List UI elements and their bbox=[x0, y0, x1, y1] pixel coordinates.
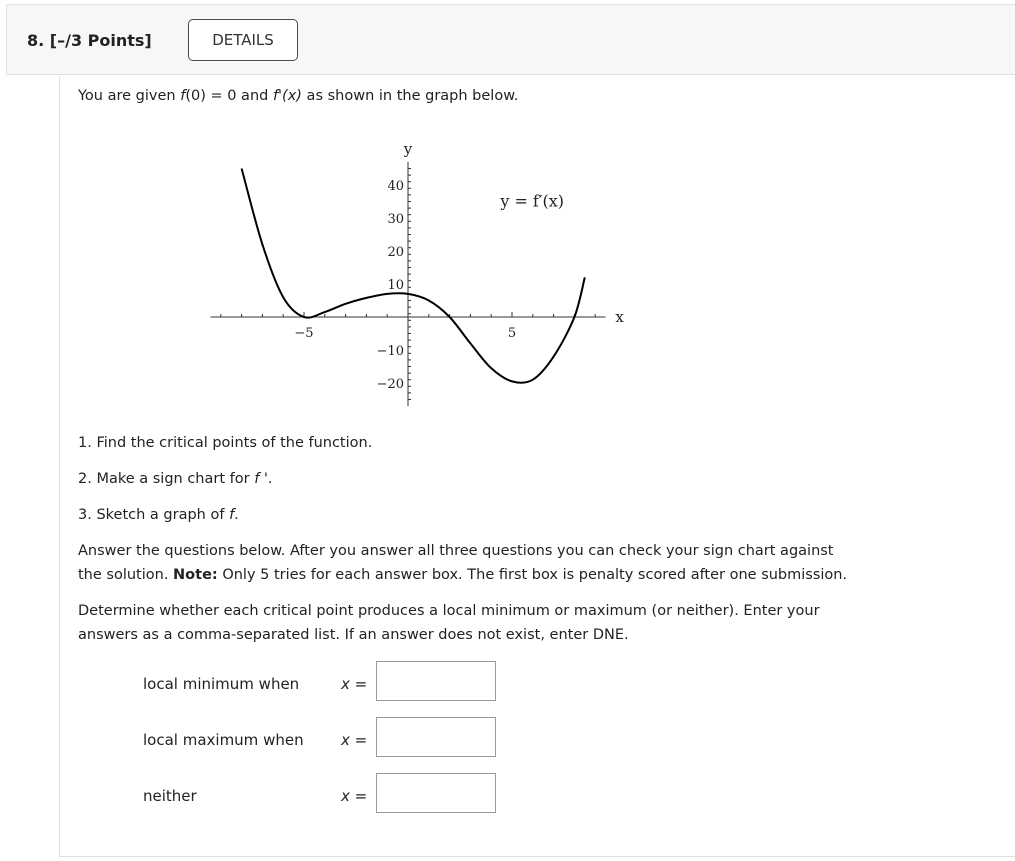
var: x bbox=[341, 731, 350, 749]
equals: = bbox=[349, 787, 368, 805]
intro-suffix: as shown in the graph below. bbox=[301, 88, 519, 104]
y-tick-label: 20 bbox=[387, 245, 404, 260]
local-maximum-label: local maximum when bbox=[143, 731, 304, 749]
intro-f0-arg: (0) = 0 and bbox=[185, 88, 273, 104]
x-tick-label: 5 bbox=[507, 326, 517, 341]
curve-label: y = f′(x) bbox=[500, 191, 564, 211]
determine-line-1: Determine whether each critical point produces a local minimum or maximum (or neither). Enter your bbox=[78, 603, 820, 619]
local-minimum-label: local minimum when bbox=[143, 675, 300, 693]
y-tick-label: 10 bbox=[387, 278, 404, 293]
instructions-end: Only 5 tries for each answer box. The first box is penalty scored after one submission. bbox=[217, 567, 848, 583]
details-button[interactable]: DETAILS bbox=[188, 19, 298, 61]
step-end: . bbox=[267, 471, 273, 487]
y-tick-label: 40 bbox=[387, 179, 404, 194]
question-number-points: 8. [–/3 Points] bbox=[27, 31, 152, 50]
var: x bbox=[341, 787, 350, 805]
var: x bbox=[341, 675, 350, 693]
step-text: Find the critical points of the function. bbox=[96, 435, 373, 451]
note-label: Note: bbox=[173, 567, 218, 583]
y-tick-label: 30 bbox=[387, 212, 404, 227]
intro-f0: f bbox=[180, 88, 186, 104]
step-end: . bbox=[234, 507, 239, 523]
step-italic: f bbox=[229, 507, 235, 523]
step-1 bbox=[78, 431, 372, 455]
derivative-graph bbox=[195, 120, 645, 420]
step-text: Make a sign chart for bbox=[96, 471, 255, 487]
x-tick-label: −5 bbox=[294, 326, 314, 341]
local-maximum-x-label bbox=[341, 731, 367, 749]
neither-x-label bbox=[341, 787, 367, 805]
step-number: 3. bbox=[78, 507, 92, 523]
local-minimum-x-label bbox=[341, 675, 367, 693]
step-number: 2. bbox=[78, 471, 92, 487]
neither-input[interactable] bbox=[376, 773, 496, 813]
step-2 bbox=[78, 467, 273, 491]
intro-fprime-arg: (x) bbox=[282, 88, 302, 104]
y-tick-label: −20 bbox=[376, 377, 404, 392]
local-maximum-input[interactable] bbox=[376, 717, 496, 757]
x-axis-label: x bbox=[615, 308, 624, 326]
equals: = bbox=[349, 731, 368, 749]
instructions-start: the solution. bbox=[78, 567, 174, 583]
y-axis-label: y bbox=[403, 139, 413, 158]
neither-label: neither bbox=[143, 787, 197, 805]
intro-fprime: f' bbox=[272, 88, 283, 104]
local-minimum-input[interactable] bbox=[376, 661, 496, 701]
determine-line-2: answers as a comma-separated list. If an answer does not exist, enter DNE. bbox=[78, 627, 629, 643]
step-number: 1. bbox=[78, 435, 92, 451]
step-text: Sketch a graph of bbox=[96, 507, 230, 523]
instructions-line-2 bbox=[78, 563, 847, 587]
step-italic: f ' bbox=[254, 471, 268, 487]
equals: = bbox=[349, 675, 368, 693]
instructions-line-1: Answer the questions below. After you answer all three questions you can check your sign chart against bbox=[78, 543, 834, 559]
step-3 bbox=[78, 503, 239, 527]
question-header bbox=[6, 4, 1015, 75]
intro-text bbox=[78, 84, 518, 108]
intro-prefix: You are given bbox=[78, 88, 181, 104]
y-tick-label: −10 bbox=[376, 344, 404, 359]
